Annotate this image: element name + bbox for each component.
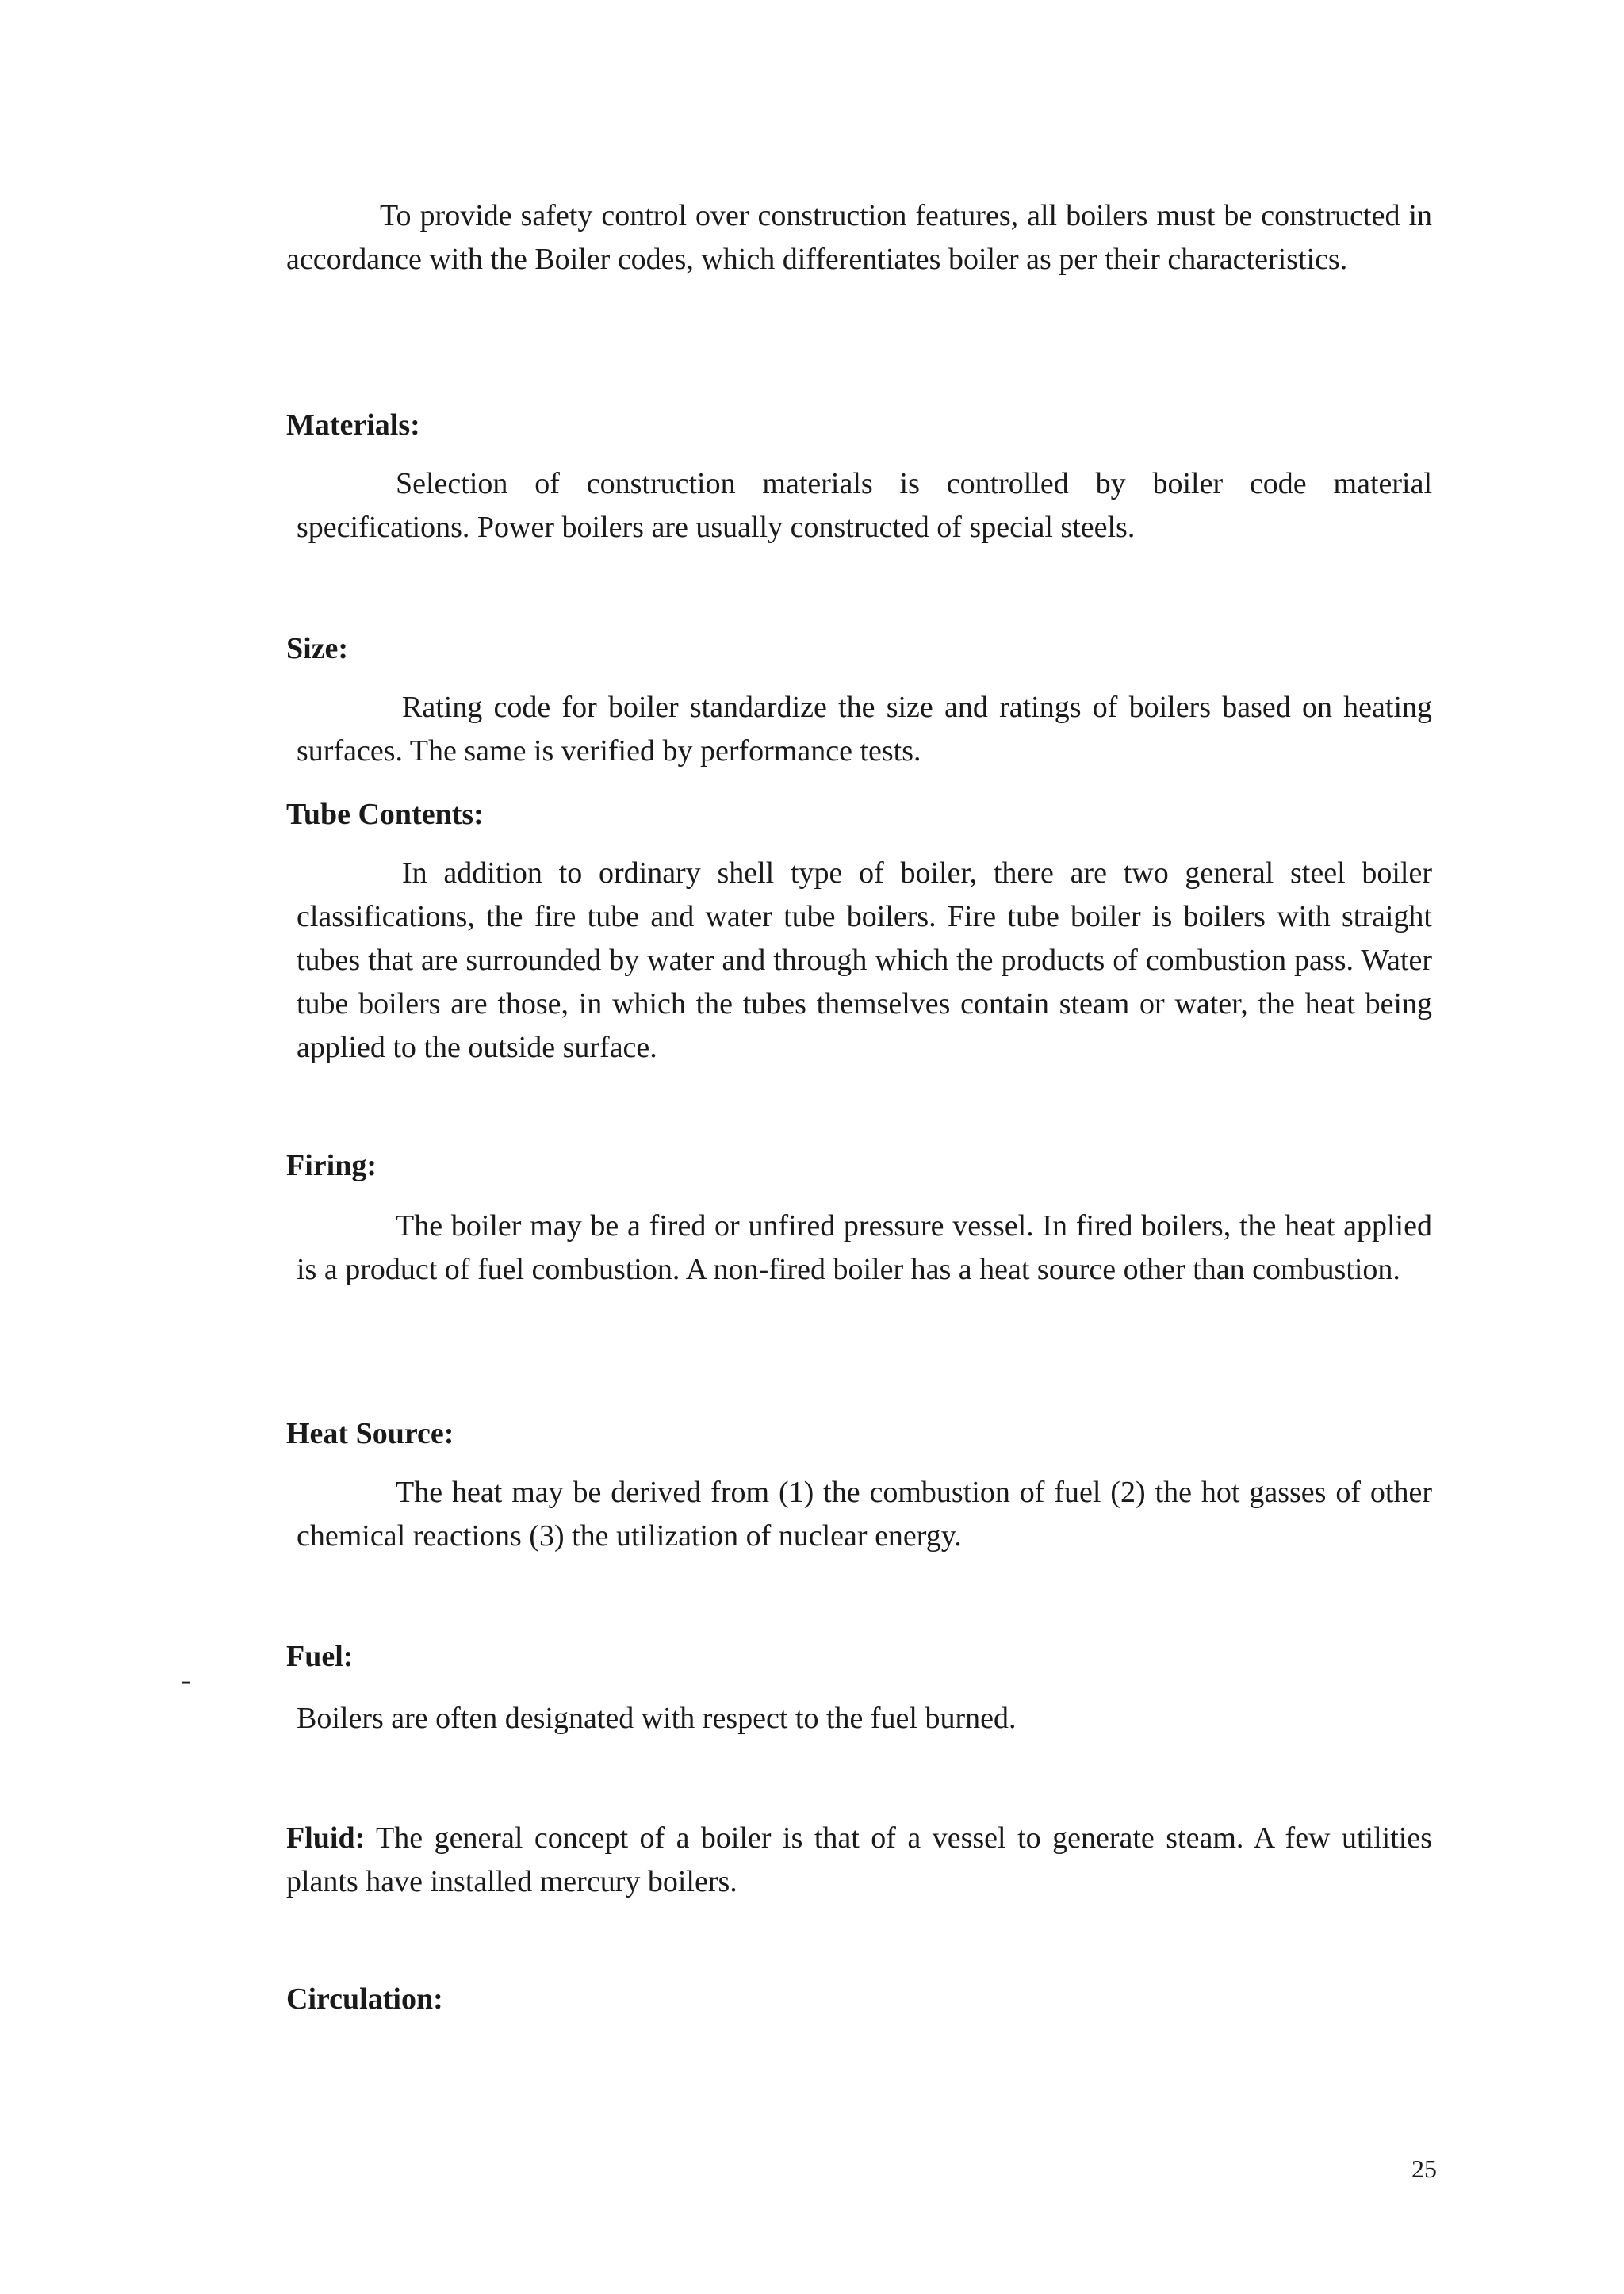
margin-dash-mark: - xyxy=(181,1664,191,1697)
intro-paragraph: To provide safety control over construction features, all boilers must be constructed in accordance with the Boiler codes, which differentiates boiler as per their characteristics. xyxy=(286,199,1432,276)
fluid-heading: Fluid: xyxy=(286,1821,366,1855)
tube-contents-paragraph: In addition to ordinary shell type of boiler, there are two general steel boiler classifications, the fire tube and water tube boilers. Fire tube boiler is boilers with straight tubes that are surrounded by water and through which the products of combustion pass. Water tube boilers are those, in which the tubes themselves contain steam or water, the heat being applied to the outside surface. xyxy=(297,856,1432,1064)
tube-contents-heading: Tube Contents: xyxy=(286,798,484,831)
firing-paragraph: The boiler may be a fired or unfired pressure vessel. In fired boilers, the heat applied is a product of fuel combustion. A non-fired boiler has a heat source other than combustion. xyxy=(297,1209,1432,1286)
size-heading: Size: xyxy=(286,632,349,665)
materials-paragraph: Selection of construction materials is controlled by boiler code material specifications. Power boilers are usually constructed of special steels. xyxy=(297,467,1432,544)
heat-source-heading: Heat Source: xyxy=(286,1417,454,1450)
fluid-body: The general concept of a boiler is that of a vessel to generate steam. A few utilities plants have installed mercury boilers. xyxy=(286,1821,1432,1898)
firing-heading: Firing: xyxy=(286,1149,377,1182)
fuel-paragraph: Boilers are often designated with respect to the fuel burned. xyxy=(297,1702,1017,1735)
size-paragraph: Rating code for boiler standardize the size and ratings of boilers based on heating surfaces. The same is verified by performance tests. xyxy=(297,691,1432,768)
fluid-paragraph xyxy=(286,1817,1432,1904)
heat-source-paragraph: The heat may be derived from (1) the combustion of fuel (2) the hot gasses of other chemical reactions (3) the utilization of nuclear energy. xyxy=(297,1476,1432,1553)
fuel-heading: Fuel: xyxy=(286,1640,354,1673)
circulation-heading: Circulation: xyxy=(286,1982,443,2016)
page-number: 25 xyxy=(1411,2154,1437,2183)
materials-heading: Materials: xyxy=(286,408,420,442)
